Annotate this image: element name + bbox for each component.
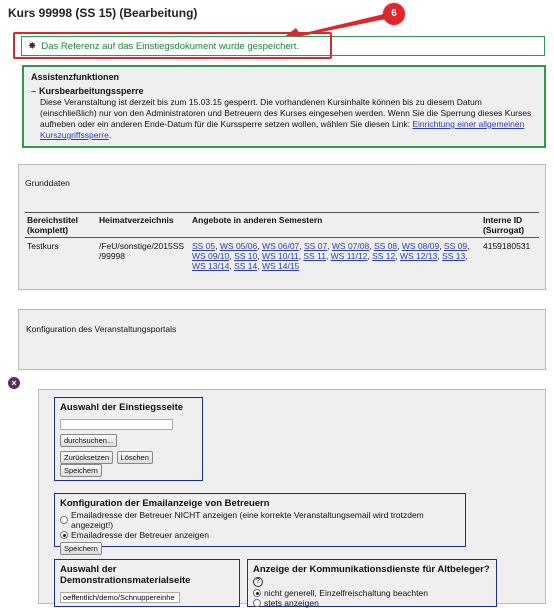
collapse-icon[interactable]: – [31,86,37,96]
close-icon[interactable]: × [8,377,20,389]
grunddaten-table [25,212,539,274]
semester-link[interactable]: WS 14/15 [261,261,300,271]
komm-title-row [253,564,491,587]
kurssperre-link[interactable]: Einrichtung einer allgemeinen Kurszugriffssperre [40,119,525,140]
einstieg-input[interactable] [60,419,173,430]
demo-box [54,559,240,607]
komm-title: Anzeige der Kommunikationsdienste für Altbeleger? [253,564,490,575]
page-title: Kurs 99998 (SS 15) (Bearbeitung) [8,6,198,20]
assist-text-end: . [108,130,112,140]
save-button[interactable]: Speichern [60,464,102,477]
assist-text-body: Diese Veranstaltung ist derzeit bis zum 15.03.15 gesperrt. Die vorhandenen Kursinhalte können bis zu diesem Datum (einschließlich) nur von den Administratoren und Betreuern des Kurses eingesehen werden. Wenn Sie die Sperrung dieses Kurses aufheben oder ein anderen Ende-Datum für die Kurssperre setzen wollen, wählen Sie diesen Link: [40,97,532,129]
success-message: Das Referenz auf das Einstiegsdokument wurde gespeichert. [41,40,300,52]
einstieg-title: Auswahl der Einstiegsseite [60,402,184,413]
semester-links: SS 05, WS 05/06, WS 06/07, SS 07, WS 07/08, SS 08, WS 08/09, SS 09, WS 09/10, SS 10, WS 10/11, SS 11, WS 11/12, SS 12, WS 12/13, SS 13, WS 13/14, SS 14, WS 14/15 [192,241,470,271]
komm-option-individual-label: nicht generell, Einzelfreischaltung beachten [264,588,428,598]
semester-link[interactable]: WS 05/06 [219,241,258,251]
semester-link[interactable]: SS 07 [304,241,328,251]
annotation-badge: 6 [383,3,405,25]
semester-link[interactable]: SS 13 [442,251,466,261]
column-header: Heimatverzeichnis [97,213,190,238]
semester-link[interactable]: WS 10/11 [261,251,299,261]
semester-link[interactable]: WS 07/08 [331,241,370,251]
reset-button[interactable]: Zurücksetzen [60,451,113,464]
semester-link[interactable]: SS 08 [373,241,398,251]
radio-button[interactable] [60,531,68,539]
delete-button[interactable]: Löschen [117,451,153,464]
column-header: Bereichstitel (komplett) [25,213,97,238]
semester-link[interactable]: SS 12 [372,251,396,261]
demo-input[interactable] [60,592,180,603]
demo-title: Auswahl der Demonstrationsmaterialseite [60,564,191,586]
email-title: Konfiguration der Emailanzeige von Betreuern [60,498,270,509]
semester-link[interactable]: WS 06/07 [261,241,300,251]
annotation-highlight [13,32,332,59]
email-save-button[interactable]: Speichern [60,542,102,555]
komm-option-always-label: stets anzeigen [264,598,319,608]
column-header: Angebote in anderen Semestern [190,213,481,238]
konfiguration-panel [18,309,546,370]
email-box [54,493,466,553]
radio-button[interactable] [253,589,261,597]
assist-sub-header[interactable] [31,86,537,96]
semester-link[interactable]: WS 12/13 [399,251,438,261]
konfiguration-label: Konfiguration des Veranstaltungsportals [26,324,177,334]
grunddaten-panel [18,164,546,290]
semester-link[interactable]: SS 11 [303,251,326,261]
email-option-hide-label: Emailadresse der Betreuer NICHT anzeigen (eine korrekte Veranstaltungsemail wird trotzdem angezeigt!) [71,510,424,530]
einstieg-box [54,397,203,481]
grunddaten-label: Grunddaten [25,178,70,188]
semester-link[interactable]: WS 08/09 [401,241,440,251]
semester-link[interactable]: WS 13/14 [192,261,230,271]
table-cell-dir: /FeU/sonstige/2015SS /99998 [99,241,185,261]
semester-link[interactable]: SS 05 [192,241,216,251]
email-option-hide[interactable] [60,510,460,530]
komm-option-always[interactable] [253,598,491,608]
semester-link[interactable]: SS 10 [234,251,258,261]
table-cell-title: Testkurs [27,241,59,251]
assist-panel [22,65,546,148]
email-option-show-label: Emailadresse der Betreuer anzeigen [71,530,209,540]
assist-sub-title: Kursbearbeitungssperre [39,86,144,96]
assist-title: Assistenzfunktionen [31,72,120,82]
help-icon[interactable]: ? [253,577,263,587]
settings-panel [38,389,546,608]
ok-icon: ✸ [28,40,37,52]
table-row [25,238,539,275]
table-cell-id: 4159180531 [483,241,531,251]
semester-link[interactable]: SS 14 [234,261,258,271]
radio-button[interactable] [253,599,261,607]
assist-text [31,97,537,141]
komm-option-individual[interactable] [253,588,491,598]
komm-box [247,559,497,607]
semester-link[interactable]: WS 11/12 [330,251,368,261]
email-option-show[interactable] [60,530,460,540]
browse-button[interactable]: durchsuchen... [60,434,117,447]
semester-link[interactable]: SS 09 [443,241,468,251]
semester-link[interactable]: WS 09/10 [192,251,230,261]
column-header: Interne ID (Surrogat) [481,213,539,238]
radio-button[interactable] [60,516,68,524]
